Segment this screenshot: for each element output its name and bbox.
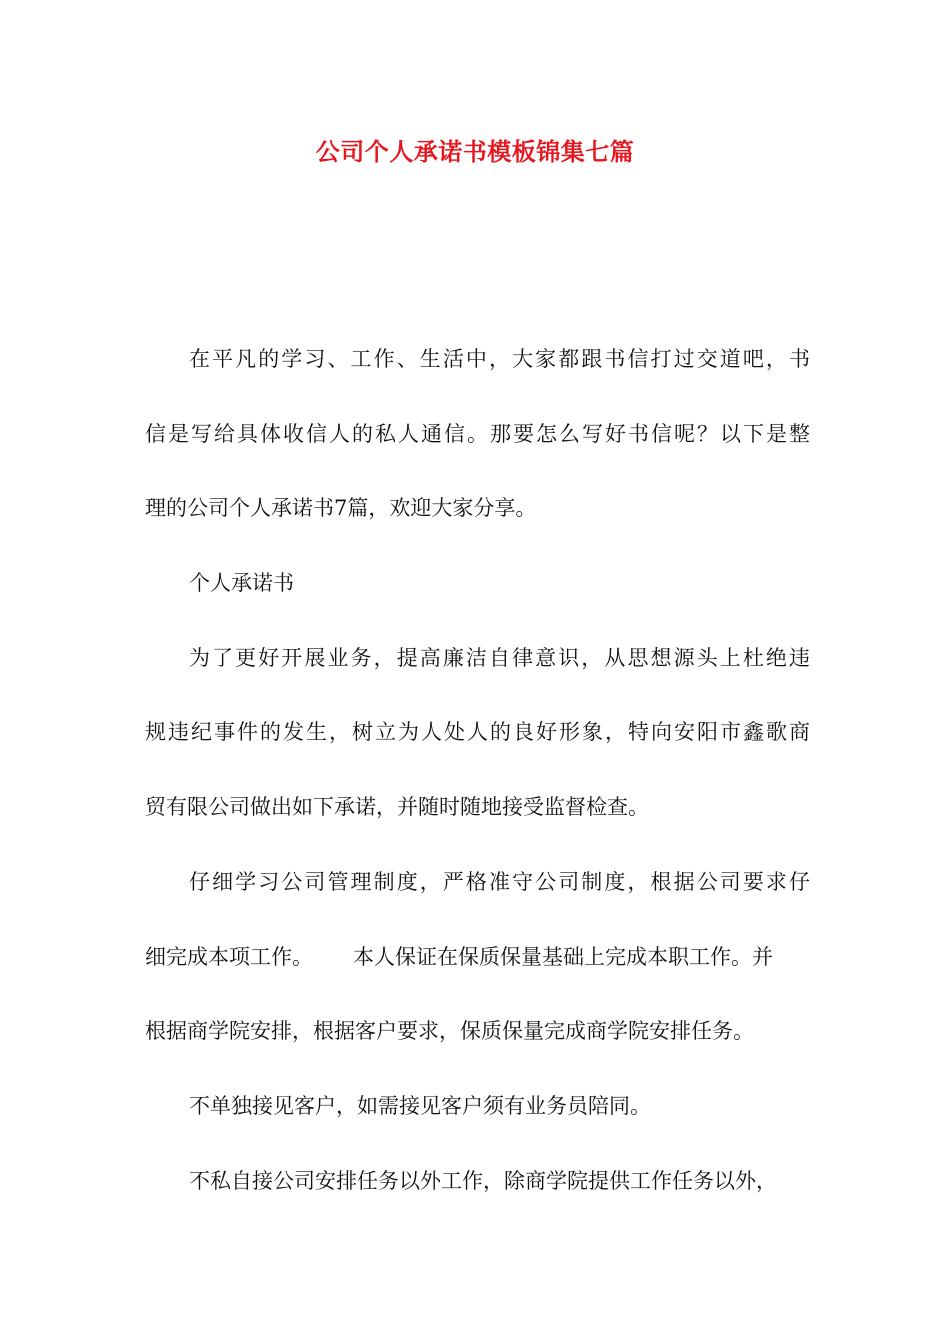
section-heading: 个人承诺书 <box>189 571 294 596</box>
paragraph-line: 理的公司个人承诺书7篇，欢迎大家分享。 <box>145 496 537 521</box>
paragraph-line: 根据商学院安排，根据客户要求，保质保量完成商学院安排任务。 <box>145 1019 754 1044</box>
paragraph-line-combined <box>145 920 810 995</box>
paragraph-line: 为了更好开展业务，提高廉洁自律意识，从思想源头上杜绝违 <box>189 645 810 670</box>
paragraph-line: 信是写给具体收信人的私人通信。那要怎么写好书信呢？以下是整 <box>145 421 810 446</box>
document-title: 公司个人承诺书模板锦集七篇 <box>315 137 635 166</box>
paragraph-line: 仔细学习公司管理制度，严格准守公司制度，根据公司要求仔 <box>189 869 810 894</box>
paragraph-fragment: 本人保证在保质保量基础上完成本职工作。并 <box>353 944 773 969</box>
document-body <box>145 322 810 1218</box>
paragraph-fragment: 细完成本项工作。 <box>145 944 313 969</box>
paragraph-line: 贸有限公司做出如下承诺，并随时随地接受监督检查。 <box>145 795 649 820</box>
paragraph-line: 规违纪事件的发生，树立为人处人的良好形象，特向安阳市鑫歌商 <box>145 720 810 745</box>
paragraph-line: 不单独接见客户，如需接见客户须有业务员陪同。 <box>189 1093 651 1118</box>
paragraph-line: 在平凡的学习、工作、生活中，大家都跟书信打过交道吧，书 <box>189 347 810 371</box>
paragraph-line: 不私自接公司安排任务以外工作，除商学院提供工作任务以外， <box>189 1168 777 1193</box>
